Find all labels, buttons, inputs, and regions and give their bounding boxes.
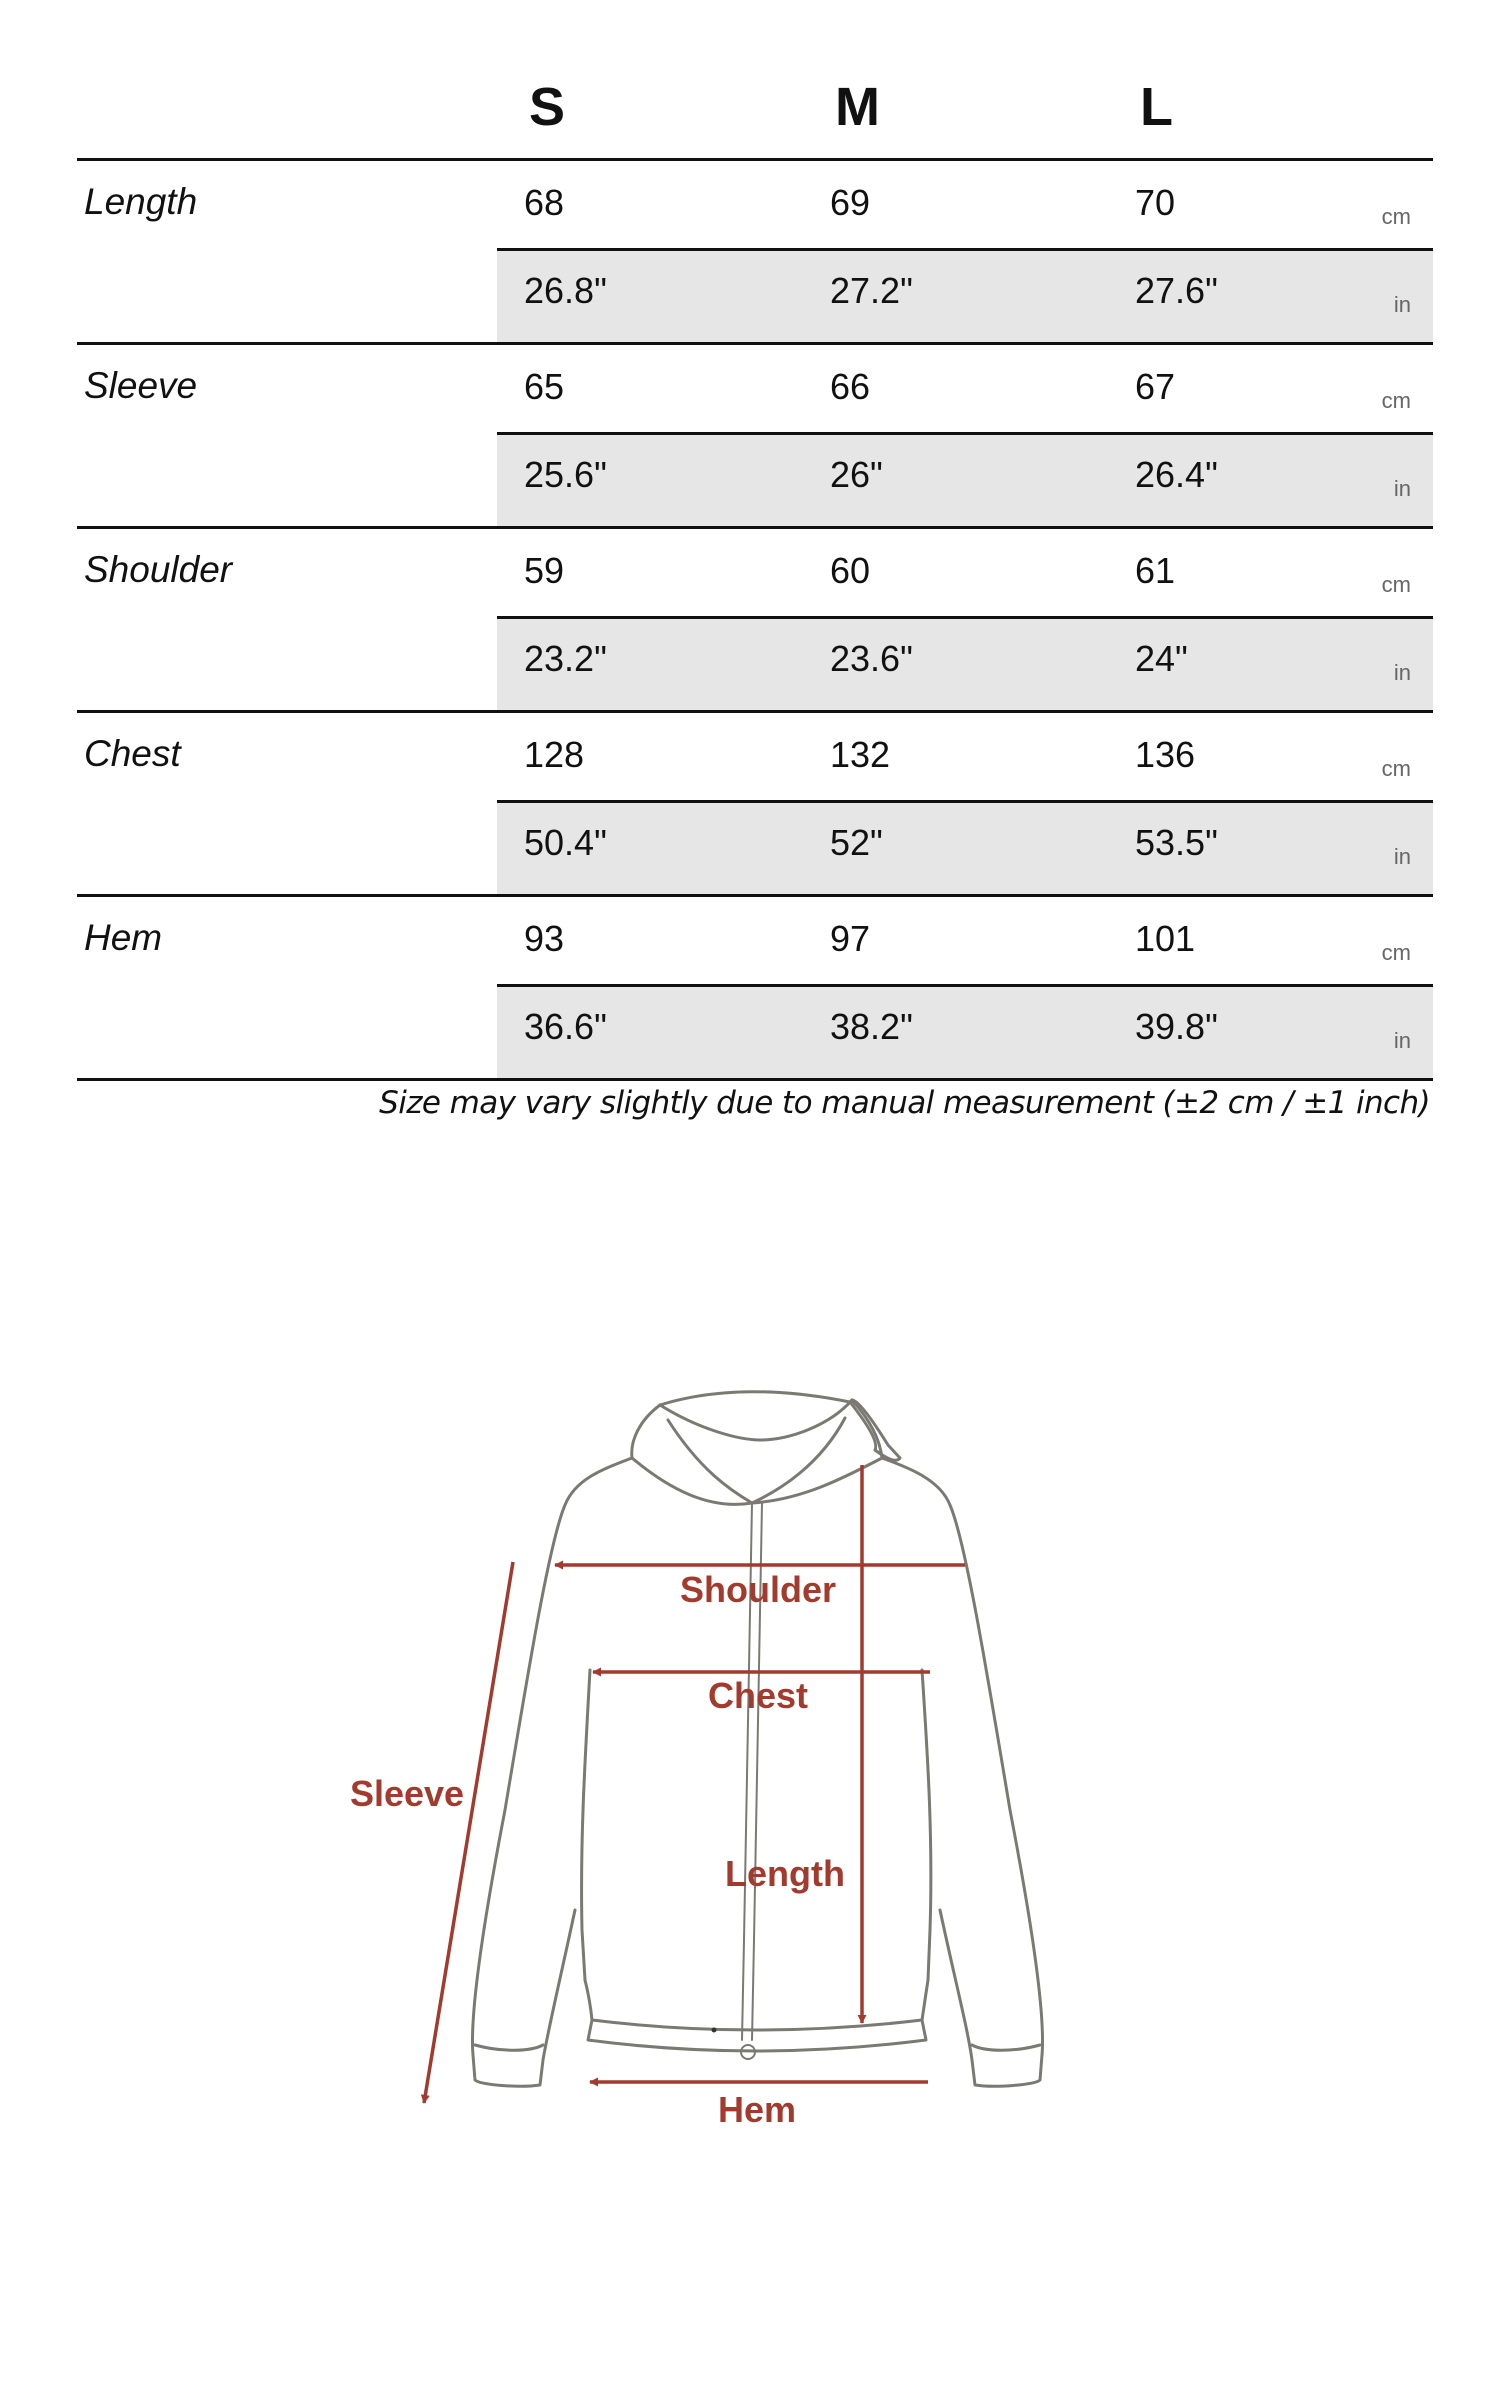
row-cm [497, 161, 1433, 251]
row-in [497, 803, 1433, 894]
cell-value: 136 [1135, 734, 1196, 775]
cell-value: 67 [1135, 366, 1176, 407]
row-cm [497, 529, 1433, 619]
length-label: Length [725, 1853, 845, 1894]
cell-value: 52" [830, 822, 883, 863]
size-header-row [77, 60, 1433, 161]
measurement-group-sleeve [77, 345, 1433, 529]
measurement-arrows [424, 1465, 965, 2103]
cell-value: 27.6" [1135, 270, 1218, 311]
hem-label: Hem [717, 2089, 797, 2130]
measurement-label: Chest [84, 733, 181, 774]
unit-label: cm [1381, 756, 1411, 781]
measurement-group-hem [77, 897, 1433, 1081]
cell-value: 23.6" [830, 638, 913, 679]
size-chart-table [77, 60, 1433, 1081]
cell-value: 61 [1135, 550, 1176, 591]
cell-value: 27.2" [830, 270, 913, 311]
measurement-label: Sleeve [84, 365, 198, 406]
chest-label: Chest [707, 1675, 809, 1716]
row-in [497, 435, 1433, 526]
cell-value: 53.5" [1135, 822, 1218, 863]
cell-value: 93 [524, 918, 565, 959]
measurement-group-chest [77, 713, 1433, 897]
unit-label: cm [1381, 940, 1411, 965]
shoulder-label: Shoulder [679, 1569, 837, 1610]
measurement-label: Length [84, 181, 198, 222]
cell-value: 26.4" [1135, 454, 1218, 495]
unit-label: cm [1381, 204, 1411, 229]
cell-value: 50.4" [524, 822, 607, 863]
measurement-group-shoulder [77, 529, 1433, 713]
cell-value: 68 [524, 182, 565, 223]
unit-label: in [1393, 660, 1411, 685]
size-header-l: L [1140, 77, 1173, 137]
cell-value: 38.2" [830, 1006, 913, 1047]
unit-label: cm [1381, 572, 1411, 597]
cell-value: 70 [1135, 182, 1176, 223]
size-header-s: S [529, 77, 566, 137]
unit-label: in [1393, 476, 1411, 501]
cell-value: 60 [830, 550, 871, 591]
hoodie-measurement-diagram [0, 1340, 1500, 2240]
unit-label: in [1393, 1028, 1411, 1053]
cell-value: 69 [830, 182, 871, 223]
cell-value: 24" [1135, 638, 1188, 679]
cell-value: 101 [1135, 918, 1196, 959]
cell-value: 59 [524, 550, 565, 591]
row-cm [497, 713, 1433, 803]
row-in [497, 987, 1433, 1078]
size-header-m: M [835, 77, 880, 137]
hoodie-outline [472, 1392, 1042, 2086]
measurement-group-length [77, 161, 1433, 345]
cell-value: 25.6" [524, 454, 607, 495]
cell-value: 97 [830, 918, 871, 959]
cell-value: 65 [524, 366, 565, 407]
row-cm [497, 345, 1433, 435]
measurement-label: Shoulder [84, 549, 233, 590]
unit-label: in [1393, 292, 1411, 317]
unit-label: cm [1381, 388, 1411, 413]
cell-value: 132 [830, 734, 891, 775]
unit-label: in [1393, 844, 1411, 869]
row-in [497, 619, 1433, 710]
cell-value: 66 [830, 366, 871, 407]
cell-value: 128 [524, 734, 585, 775]
cell-value: 26.8" [524, 270, 607, 311]
hood [660, 1392, 900, 1461]
sleeve-label: Sleeve [349, 1773, 465, 1814]
measurement-note: Size may vary slightly due to manual measurement (±2 cm / ±1 inch) [379, 1085, 1430, 1121]
cell-value: 26" [830, 454, 883, 495]
row-in [497, 251, 1433, 342]
measurement-label: Hem [84, 917, 163, 958]
cell-value: 23.2" [524, 638, 607, 679]
cell-value: 39.8" [1135, 1006, 1218, 1047]
cell-value: 36.6" [524, 1006, 607, 1047]
row-cm [497, 897, 1433, 987]
